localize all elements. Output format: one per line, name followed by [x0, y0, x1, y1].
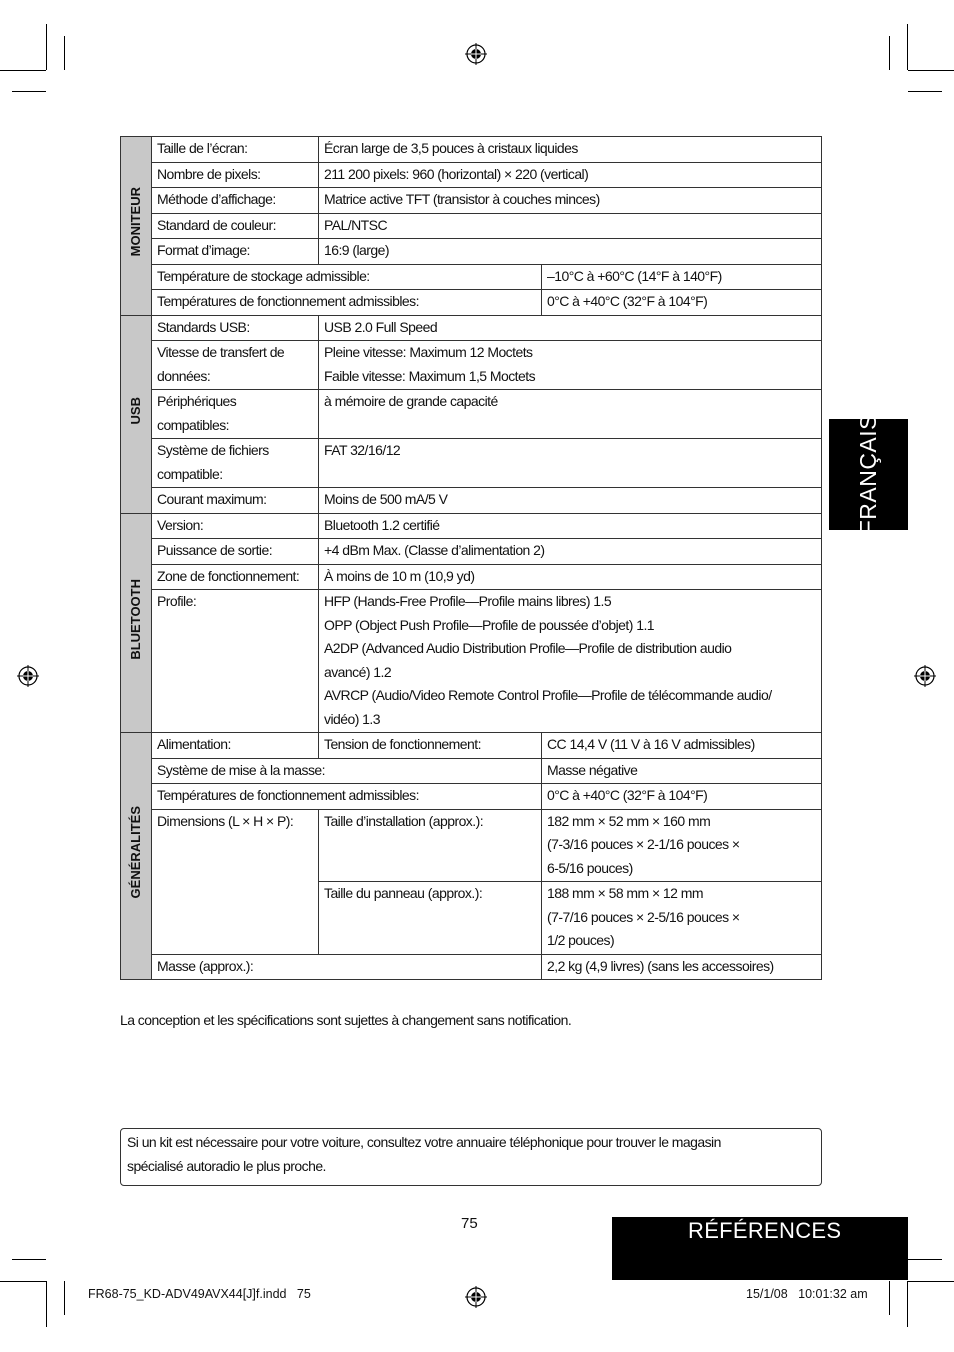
text-line: 182 mm × 52 mm × 160 mm — [547, 812, 711, 829]
spec-value: Écran large de 3,5 pouces à cristaux liquides — [319, 137, 822, 163]
spec-label: Profile: — [152, 590, 319, 733]
crop-mark — [889, 36, 890, 70]
table-row — [121, 162, 822, 188]
spec-label: Températures de fonctionnement admissibles: — [152, 784, 542, 810]
text-line: AVRCP (Audio/Video Remote Control Profile—Profile de télécommande audio/ — [324, 687, 772, 703]
spec-value: Masse négative — [542, 758, 822, 784]
table-row — [121, 390, 822, 439]
crop-mark — [907, 1281, 908, 1327]
crop-mark — [907, 24, 908, 70]
spec-value: 0°C à +40°C (32°F à 104°F) — [542, 290, 822, 316]
spec-value: Moins de 500 mA/5 V — [319, 488, 822, 514]
section-tab — [612, 1217, 908, 1280]
spec-label: Version: — [152, 513, 319, 539]
section-label: MONITEUR — [128, 187, 144, 257]
text-line: compatible: — [157, 465, 223, 482]
text-line: 188 mm × 58 mm × 12 mm — [547, 885, 703, 901]
text-line: 6-5/16 pouces) — [547, 859, 633, 876]
registration-mark-icon — [465, 1286, 487, 1308]
table-row — [121, 239, 822, 265]
spec-value: à mémoire de grande capacité — [319, 390, 822, 439]
specifications-note: La conception et les spécifications sont sujettes à changement sans notification. — [120, 1012, 572, 1028]
spec-label: Système de mise à la masse: — [152, 758, 542, 784]
language-tab-label: FRANÇAIS — [855, 414, 881, 535]
text-line: Si un kit est nécessaire pour votre voiture, consultez votre annuaire téléphonique pour trouver le magasin — [127, 1134, 721, 1150]
spec-label — [152, 390, 319, 439]
section-label: USB — [128, 396, 144, 424]
text-line: A2DP (Advanced Audio Distribution Profile—Profile de distribution audio — [324, 640, 732, 656]
footer-timestamp: 15/1/08 10:01:32 am — [746, 1287, 868, 1301]
text-line: vidéo) 1.3 — [324, 710, 380, 727]
spec-value: +4 dBm Max. (Classe d’alimentation 2) — [319, 539, 822, 565]
spec-value: Bluetooth 1.2 certifié — [319, 513, 822, 539]
spec-value: 16:9 (large) — [319, 239, 822, 265]
crop-mark — [64, 1281, 65, 1315]
registration-mark-icon — [465, 43, 487, 65]
crop-mark — [0, 1281, 46, 1282]
table-row — [121, 290, 822, 316]
crop-mark — [12, 1259, 46, 1260]
table-row — [121, 439, 822, 488]
spec-value: 0°C à +40°C (32°F à 104°F) — [542, 784, 822, 810]
spec-label — [152, 341, 319, 390]
spec-value — [319, 590, 822, 733]
crop-mark — [64, 36, 65, 70]
spec-label: Nombre de pixels: — [152, 162, 319, 188]
text-line: avancé) 1.2 — [324, 663, 392, 680]
text-line: Périphériques — [157, 393, 237, 409]
table-row — [121, 341, 822, 390]
spec-label: Alimentation: — [152, 733, 319, 759]
spec-sublabel: Tension de fonctionnement: — [319, 733, 542, 759]
text-line: HFP (Hands-Free Profile—Profile mains libres) 1.5 — [324, 593, 612, 609]
spec-value — [542, 882, 822, 955]
text-line: données: — [157, 367, 211, 384]
language-tab — [829, 414, 908, 535]
section-label: GÉNÉRALITÉS — [128, 806, 144, 899]
registration-mark-icon — [914, 665, 936, 687]
crop-mark — [46, 1281, 47, 1327]
spec-label: Méthode d’affichage: — [152, 188, 319, 214]
spec-value: 211 200 pixels: 960 (horizontal) × 220 (vertical) — [319, 162, 822, 188]
crop-mark — [908, 91, 942, 92]
page-number: 75 — [461, 1215, 478, 1232]
section-usb — [121, 315, 152, 513]
spec-value: CC 14,4 V (11 V à 16 V admissibles) — [542, 733, 822, 759]
text-line: Vitesse de transfert de — [157, 344, 285, 360]
text-line: 1/2 pouces) — [547, 932, 615, 948]
table-row — [121, 809, 822, 882]
table-row — [121, 513, 822, 539]
spec-label: Puissance de sortie: — [152, 539, 319, 565]
spec-label: Zone de fonctionnement: — [152, 564, 319, 590]
spec-value — [319, 341, 822, 390]
text-line: Faible vitesse: Maximum 1,5 Moctets — [324, 367, 536, 384]
table-row — [121, 564, 822, 590]
table-row — [121, 784, 822, 810]
table-row — [121, 315, 822, 341]
spec-label — [152, 439, 319, 488]
section-bluetooth — [121, 513, 152, 733]
table-row — [121, 954, 822, 980]
table-row — [121, 758, 822, 784]
spec-label: Températures de fonctionnement admissibles: — [152, 290, 542, 316]
table-row — [121, 488, 822, 514]
section-label: BLUETOOTH — [128, 578, 144, 660]
spec-label: Standards USB: — [152, 315, 319, 341]
crop-mark — [46, 24, 47, 70]
crop-mark — [908, 1281, 954, 1282]
table-row — [121, 213, 822, 239]
spec-value: USB 2.0 Full Speed — [319, 315, 822, 341]
spec-sublabel: Taille d’installation (approx.): — [319, 809, 542, 882]
spec-value — [542, 809, 822, 882]
table-row — [121, 590, 822, 733]
table-row — [121, 188, 822, 214]
table-row — [121, 733, 822, 759]
spec-label: Masse (approx.): — [152, 954, 542, 980]
spec-label: Standard de couleur: — [152, 213, 319, 239]
spec-value: À moins de 10 m (10,9 yd) — [319, 564, 822, 590]
crop-mark — [908, 70, 954, 71]
spec-value: FAT 32/16/12 — [319, 439, 822, 488]
text-line: OPP (Object Push Profile—Profile de poussée d’objet) 1.1 — [324, 616, 655, 633]
text-line: Pleine vitesse: Maximum 12 Moctets — [324, 344, 533, 360]
info-box — [120, 1128, 822, 1186]
section-moniteur — [121, 137, 152, 316]
specifications-table — [120, 136, 822, 980]
spec-sublabel: Taille du panneau (approx.): — [319, 882, 542, 955]
registration-mark-icon — [17, 665, 39, 687]
spec-value: Matrice active TFT (transistor à couches minces) — [319, 188, 822, 214]
spec-label: Courant maximum: — [152, 488, 319, 514]
spec-label: Température de stockage admissible: — [152, 264, 542, 290]
spec-value: PAL/NTSC — [319, 213, 822, 239]
crop-mark — [0, 70, 46, 71]
crop-mark — [12, 91, 46, 92]
section-tab-label: RÉFÉRENCES — [688, 1218, 842, 1243]
table-row — [121, 264, 822, 290]
text-line: (7-3/16 pouces × 2-1/16 pouces × — [547, 836, 740, 852]
table-row — [121, 539, 822, 565]
text-line: (7-7/16 pouces × 2-5/16 pouces × — [547, 908, 740, 925]
spec-value: 2,2 kg (4,9 livres) (sans les accessoires) — [542, 954, 822, 980]
crop-mark — [908, 1259, 942, 1260]
section-generalites — [121, 733, 152, 980]
table-row — [121, 137, 822, 163]
footer-file-info: FR68-75_KD-ADV49AVX44[J]f.indd 75 — [88, 1287, 311, 1301]
spec-label: Dimensions (L × H × P): — [152, 809, 319, 954]
spec-label: Format d’image: — [152, 239, 319, 265]
text-line: compatibles: — [157, 416, 229, 433]
crop-mark — [889, 1281, 890, 1315]
text-line: Système de fichiers — [157, 442, 269, 458]
spec-value: –10°C à +60°C (14°F à 140°F) — [542, 264, 822, 290]
spec-label: Taille de l’écran: — [152, 137, 319, 163]
text-line: spécialisé autoradio le plus proche. — [127, 1157, 326, 1174]
